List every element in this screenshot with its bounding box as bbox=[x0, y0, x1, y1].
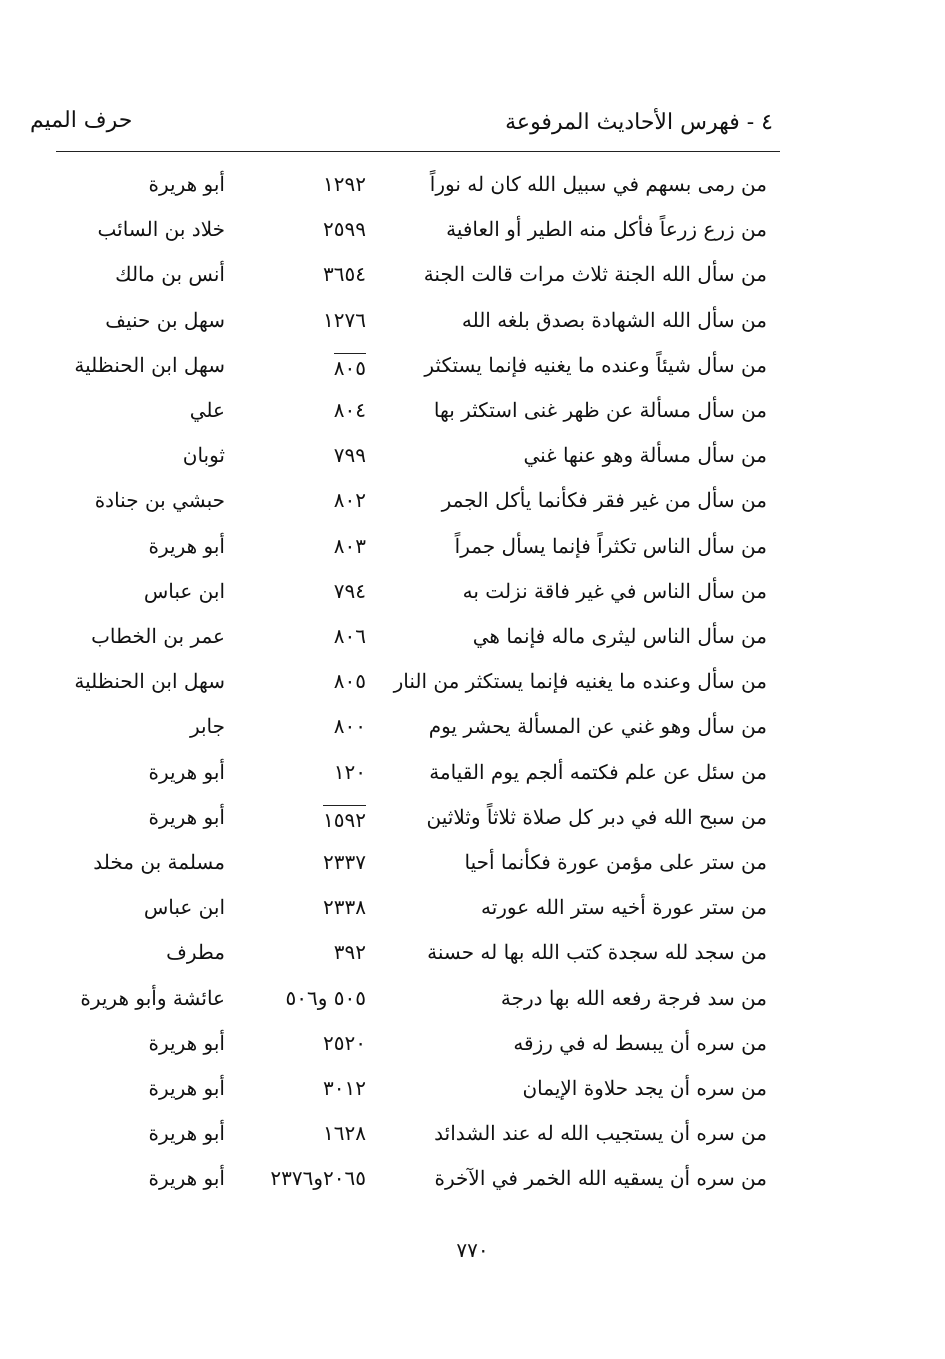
hadith-text: من سأل الناس في غير فاقة نزلت به bbox=[462, 578, 767, 603]
narrator-name: ابن عباس bbox=[143, 578, 225, 603]
narrator-name: مسلمة بن مخلد bbox=[93, 850, 225, 874]
hadith-number-value: ١٦٢٨ bbox=[323, 1121, 366, 1146]
hadith-number-value: ٧٩٤ bbox=[333, 578, 366, 603]
table-row bbox=[0, 889, 945, 933]
hadith-text: من سأل مسألة وهو عنها غني bbox=[523, 443, 767, 468]
hadith-number bbox=[236, 1076, 366, 1100]
hadith-number bbox=[236, 443, 366, 467]
hadith-number bbox=[236, 669, 366, 693]
table-row bbox=[0, 1070, 945, 1114]
table-row bbox=[0, 256, 945, 300]
table-row bbox=[0, 1115, 945, 1159]
hadith-number bbox=[236, 1166, 366, 1190]
hadith-number-value: ١٥٩٢ bbox=[323, 805, 366, 832]
narrator-name: أبو هريرة bbox=[148, 1166, 225, 1191]
narrator-name: عمر بن الخطاب bbox=[91, 624, 225, 648]
hadith-number-value: ٢٣٣٨ bbox=[323, 895, 366, 920]
table-row bbox=[0, 754, 945, 798]
hadith-text: من سأل مسألة عن ظهر غنى استكثر بها bbox=[433, 398, 767, 422]
table-row bbox=[0, 302, 945, 346]
narrator-name: علي bbox=[189, 398, 225, 422]
hadith-number-value: ٨٠٣ bbox=[333, 533, 366, 558]
hadith-number-value: ٢٥٢٠ bbox=[323, 1030, 366, 1055]
table-row bbox=[0, 934, 945, 978]
hadith-text: من سئل عن علم فكتمه ألجم يوم القيامة bbox=[429, 759, 767, 784]
narrator-name: أبو هريرة bbox=[148, 1030, 225, 1055]
hadith-number-value: ٣٦٥٤ bbox=[323, 262, 366, 287]
hadith-text: من سد فرجة رفعه الله بها درجة bbox=[500, 985, 767, 1010]
hadith-text: من سأل شيئاً وعنده ما يغنيه فإنما يستكثر bbox=[424, 352, 767, 377]
hadith-number-value: ٨٠٥ bbox=[333, 669, 366, 694]
letter-title: حرف الميم bbox=[30, 108, 133, 133]
header-divider bbox=[56, 151, 780, 152]
hadith-number-value: ٨٠٢ bbox=[333, 488, 366, 513]
hadith-number-value: ١٢٩٢ bbox=[323, 172, 366, 196]
hadith-number bbox=[236, 850, 366, 874]
hadith-number bbox=[236, 308, 366, 332]
hadith-number bbox=[236, 895, 366, 919]
hadith-number-value: ١٢٧٦ bbox=[323, 307, 366, 332]
hadith-text: من سأل الناس ليثرى ماله فإنما هي bbox=[472, 624, 767, 648]
narrator-name: مطرف bbox=[166, 940, 225, 965]
hadith-number bbox=[236, 1121, 366, 1145]
table-row bbox=[0, 618, 945, 662]
narrator-name: أبو هريرة bbox=[148, 1121, 225, 1146]
hadith-number-value: ٨٠٤ bbox=[333, 398, 366, 422]
hadith-number-value: ٢٠٦٥و٢٣٧٦ bbox=[270, 1166, 366, 1191]
table-row bbox=[0, 1160, 945, 1204]
narrator-name: حبشي بن جنادة bbox=[94, 488, 225, 513]
hadith-text: من سره أن يبسط له في رزقه bbox=[513, 1030, 767, 1055]
narrator-name: ابن عباس bbox=[143, 895, 225, 920]
hadith-number bbox=[236, 805, 366, 832]
table-row bbox=[0, 166, 945, 210]
hadith-number-value: ٣٠١٢ bbox=[323, 1076, 366, 1100]
hadith-number bbox=[236, 986, 366, 1010]
hadith-number-value: ٢٥٩٩ bbox=[323, 217, 366, 242]
narrator-name: أبو هريرة bbox=[148, 804, 225, 829]
narrator-name: سهل بن حنيف bbox=[105, 307, 225, 332]
hadith-number bbox=[236, 579, 366, 603]
narrator-name: أبو هريرة bbox=[148, 533, 225, 558]
hadith-number-value: ٨٠٦ bbox=[333, 624, 366, 648]
narrator-name: عائشة وأبو هريرة bbox=[80, 985, 225, 1010]
hadith-number bbox=[236, 172, 366, 196]
hadith-number-value: ٢٣٣٧ bbox=[323, 850, 366, 874]
hadith-text: من رمى بسهم في سبيل الله كان له نوراً bbox=[429, 172, 767, 196]
table-row bbox=[0, 573, 945, 617]
hadith-text: من سأل الله الجنة ثلاث مرات قالت الجنة bbox=[423, 262, 767, 287]
table-row bbox=[0, 437, 945, 481]
hadith-number bbox=[236, 353, 366, 380]
hadith-text: من سأل الله الشهادة بصدق بلغه الله bbox=[461, 307, 767, 332]
hadith-text: من ستر عورة أخيه ستر الله عورته bbox=[480, 895, 767, 920]
narrator-name: أبو هريرة bbox=[148, 759, 225, 784]
narrator-name: أنس بن مالك bbox=[115, 262, 225, 287]
section-title: ٤ - فهرس الأحاديث المرفوعة bbox=[505, 110, 773, 135]
narrator-name: أبو هريرة bbox=[148, 172, 225, 196]
hadith-number bbox=[236, 760, 366, 784]
hadith-number bbox=[236, 534, 366, 558]
narrator-name: سهل ابن الحنظلية bbox=[74, 352, 225, 377]
hadith-text: من سأل وهو غني عن المسألة يحشر يوم bbox=[428, 714, 767, 739]
hadith-number-value: ٨٠٠ bbox=[333, 714, 366, 739]
table-row bbox=[0, 211, 945, 255]
hadith-number bbox=[236, 1031, 366, 1055]
hadith-number bbox=[236, 217, 366, 241]
narrator-name: ثوبان bbox=[182, 443, 225, 468]
table-row bbox=[0, 663, 945, 707]
narrator-name: أبو هريرة bbox=[148, 1076, 225, 1100]
hadith-number bbox=[236, 714, 366, 738]
page-number: ٧٧٠ bbox=[456, 1238, 489, 1262]
hadith-text: من سأل وعنده ما يغنيه فإنما يستكثر من النار bbox=[393, 669, 767, 694]
hadith-text: من سأل الناس تكثراً فإنما يسأل جمراً bbox=[454, 533, 767, 558]
hadith-number-value: ٥٠٥ و٥٠٦ bbox=[285, 985, 366, 1010]
table-row bbox=[0, 392, 945, 436]
table-row bbox=[0, 1025, 945, 1069]
hadith-text: من سأل من غير فقر فكأنما يأكل الجمر bbox=[441, 488, 767, 513]
hadith-text: من سبح الله في دبر كل صلاة ثلاثاً وثلاثين bbox=[426, 804, 767, 829]
hadith-text: من سره أن يستجيب الله له عند الشدائد bbox=[434, 1121, 767, 1146]
hadith-number bbox=[236, 940, 366, 964]
hadith-number-value: ٨٠٥ bbox=[334, 353, 366, 380]
narrator-name: خلاد بن السائب bbox=[97, 217, 225, 242]
hadith-number bbox=[236, 488, 366, 512]
table-row bbox=[0, 528, 945, 572]
hadith-text: من سره أن يجد حلاوة الإيمان bbox=[522, 1076, 767, 1100]
table-row bbox=[0, 980, 945, 1024]
hadith-number-value: ١٢٠ bbox=[333, 759, 366, 784]
table-row bbox=[0, 708, 945, 752]
narrator-name: جابر bbox=[189, 714, 225, 739]
table-row bbox=[0, 799, 945, 843]
table-row bbox=[0, 347, 945, 391]
hadith-number-value: ٧٩٩ bbox=[333, 443, 366, 468]
hadith-number-value: ٣٩٢ bbox=[333, 940, 366, 965]
hadith-text: من ستر على مؤمن عورة فكأنما أحيا bbox=[464, 850, 767, 874]
narrator-name: سهل ابن الحنظلية bbox=[74, 669, 225, 694]
hadith-number bbox=[236, 398, 366, 422]
hadith-number bbox=[236, 624, 366, 648]
hadith-text: من سره أن يسقيه الله الخمر في الآخرة bbox=[434, 1166, 767, 1191]
hadith-text: من سجد لله سجدة كتب الله بها له حسنة bbox=[427, 940, 767, 965]
table-row bbox=[0, 482, 945, 526]
table-row bbox=[0, 844, 945, 888]
hadith-text: من زرع زرعاً فأكل منه الطير أو العافية bbox=[446, 217, 767, 242]
hadith-number bbox=[236, 262, 366, 286]
